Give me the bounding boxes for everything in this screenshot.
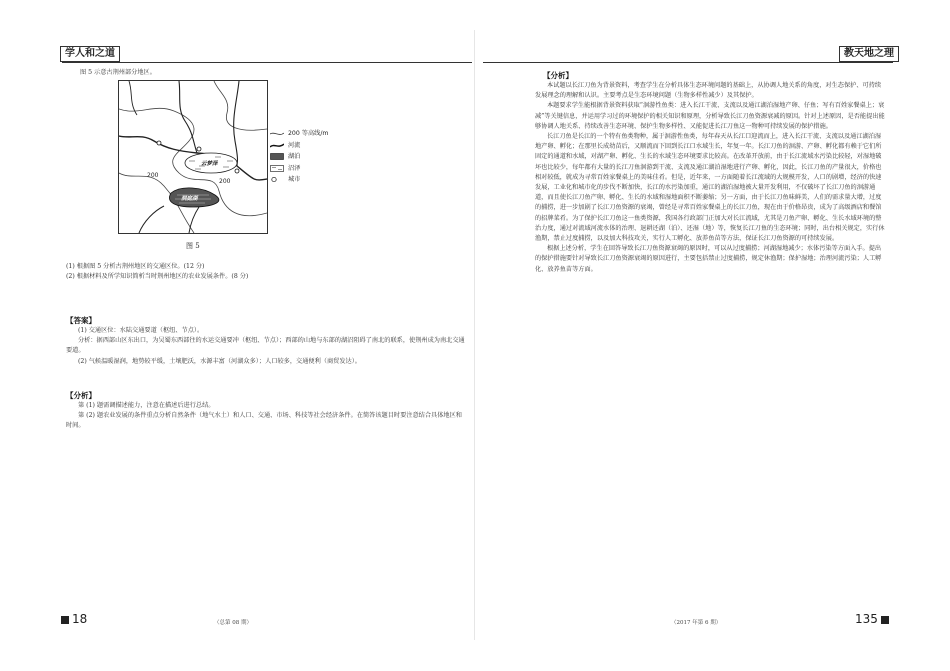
legend-contour: 200 等高线/m <box>270 128 328 140</box>
right-page-number: 135 <box>855 612 892 626</box>
answer-1-analysis: 分析：据西部山区东出口，为吴蜀东西部往的水运交通要冲（枢纽、节点）；西部的山地与东部的湖沼阻碍了南北的联系，使荆州成为南北交通要道。 <box>66 337 465 355</box>
map-drawing <box>119 81 267 233</box>
legend-lake: 湖泊 <box>270 151 328 163</box>
yunmeng-label: 云梦泽 <box>201 161 218 167</box>
right-header-rule <box>483 62 893 63</box>
right-page <box>475 0 950 671</box>
question-1: (1) 根据图 5 分析古荆州地区的交通区位。(12 分) <box>66 263 205 270</box>
contour-line-icon <box>270 130 284 137</box>
page-marker-icon <box>881 616 889 624</box>
lake-icon <box>270 153 284 160</box>
river-icon <box>270 142 284 149</box>
legend-swamp: 沼泽 <box>270 163 328 175</box>
right-header-tag: 教天地之理 <box>839 46 899 62</box>
figure-caption: 图 5 <box>186 242 200 250</box>
left-analysis-2: 第 (2) 题农业发展的条件重点分析自然条件（地气水土）和人口、交通、市场、科技等社会经济条件。在简答该题目时要注意结合具体地区和时间。 <box>66 412 462 430</box>
right-paragraph-4: 根据上述分析，学生在回答导致长江刀鱼资源衰竭的原因时，可以从过度捕捞；河湖湿地减少；水体污染等方面入手。提出的保护措施要针对导致长江刀鱼资源衰竭的原因进行，主要包括禁止过度捕捞，规定休渔期；保护湿地；治理河流污染；人工孵化、放养鱼苗等方面。 <box>535 245 882 273</box>
left-header-rule <box>62 62 472 63</box>
contour-label-b: 200 <box>219 178 231 185</box>
legend-city: 城市 <box>270 174 328 186</box>
left-page-number: 18 <box>58 612 87 626</box>
map-intro: 图 5 示意古荆州部分地区。 <box>80 69 156 76</box>
left-analysis-1: 第 (1) 题需调描述能力，注意在描述后进行总结。 <box>78 402 215 409</box>
page-marker-icon <box>61 616 69 624</box>
swamp-icon <box>270 165 284 172</box>
questions <box>66 262 466 282</box>
legend-river: 河流 <box>270 140 328 152</box>
contour-label-a: 200 <box>147 172 159 179</box>
right-paragraph-2: 本题要求学生能根据背景资料获取“洄游性鱼类：进入长江干流、支流以及通江湖泊湿地产卵、仔鱼；写有百姓家餐桌上；衰减”等关键信息，并运用学习过的环境保护的相关知识和原理，分析导致长江刀鱼资源衰减的原因。针对上述原因，是否能提出能够协调人地关系、持续改善生态环境、保护生物多样性、又能促进长江刀鱼这一物种可持续发展的保护措施。 <box>535 102 885 130</box>
map-legend <box>270 128 328 186</box>
right-analysis-body <box>535 81 885 275</box>
left-footer-text: （总第 08 期） <box>214 620 252 626</box>
left-analysis-label: 【分析】 <box>66 391 96 400</box>
dongting-label: 洞庭湖 <box>181 196 198 202</box>
right-footer-text: （2017 年第 6 期） <box>671 620 722 626</box>
answer-2: (2) 气候温暖湿润，地势较平缓，土壤肥沃，水源丰富（河湖众多）；人口较多，交通便利（商贸发达）。 <box>78 357 361 365</box>
question-2: (2) 根据材料及所学知识简析当时荆州地区的农业发展条件。(8 分) <box>66 273 249 281</box>
answer-block <box>66 326 466 367</box>
jingzhou-map <box>118 80 268 234</box>
answer-1: (1) 交通区位：水陆交通要道（枢纽、节点）。 <box>78 327 204 334</box>
left-header-tag: 学人和之道 <box>60 46 120 62</box>
right-paragraph-3: 长江刀鱼是长江的一个特有鱼类物种，属于洄游性鱼类，每年春天从长江口迎流而上，进入长江干流、支流以及通江湖泊湿地产卵、孵化；在那里长成幼苗后，又顺流而下回到长江口水域生长，年复一年。长江刀鱼的洄游、产卵、孵化都有赖于它们所固定的通道和水域，对湖产卵、孵化、生长的水域生态环境要求比较高。在改革开放前，由于长江流域水污染比较轻，对湿地破坏也比较少，每年都有大量的长江刀鱼洄游到干流、支流及通江湖泊湿地进行产卵、孵化，因此，长江刀鱼的产量很大，价格也相对较低，就成为寻常百姓家餐桌上的美味佳肴。但是，近年来，一方面随着长江流域的大规模开发，人口的剧增，经济的快速发展，工业化和城市化的步伐不断加快，长江的水污染加重，通江的湖泊湿地被大量开发利用，不仅破坏了长江刀鱼的洄游通道，而且使长江刀鱼产卵、孵化、生长的水域和湿地面积不断萎缩；另一方面，由于长江刀鱼味鲜美，人们的需求量大增，过度的捕捞，进一步加剧了长江刀鱼资源的衰竭，曾经是寻常百姓家餐桌上的长江刀鱼，现在由于价格昂贵，成为了高级酒店和餐馆的招牌菜肴。为了保护长江刀鱼这一鱼类资源，我国各行政部门正加大对长江流域，尤其是刀鱼产卵、孵化、生长水域环境的整治力度，通过对流域河流水体的治理、退耕还湖（泊）、还湿（地）等，恢复长江刀鱼的生态环境；同时，出台相关规定，实行休渔期，禁止过度捕捞，以及加大科技攻关，实行人工孵化、放养鱼苗等方法，保证长江刀鱼资源的可持续发展。 <box>535 133 885 243</box>
right-paragraph-1: 本试题以长江刀鱼为背景资料，考查学生在分析具体生态环境问题的基础上，从协调人地关系的角度，对生态保护、可持续发展理念的理解和认识。主要考点是生态环境问题（生物多样性减少）及其保护。 <box>535 82 882 100</box>
left-analysis-block <box>66 401 466 432</box>
right-analysis-label: 【分析】 <box>543 71 573 80</box>
city-icon <box>270 176 284 183</box>
answer-label: 【答案】 <box>66 316 96 325</box>
